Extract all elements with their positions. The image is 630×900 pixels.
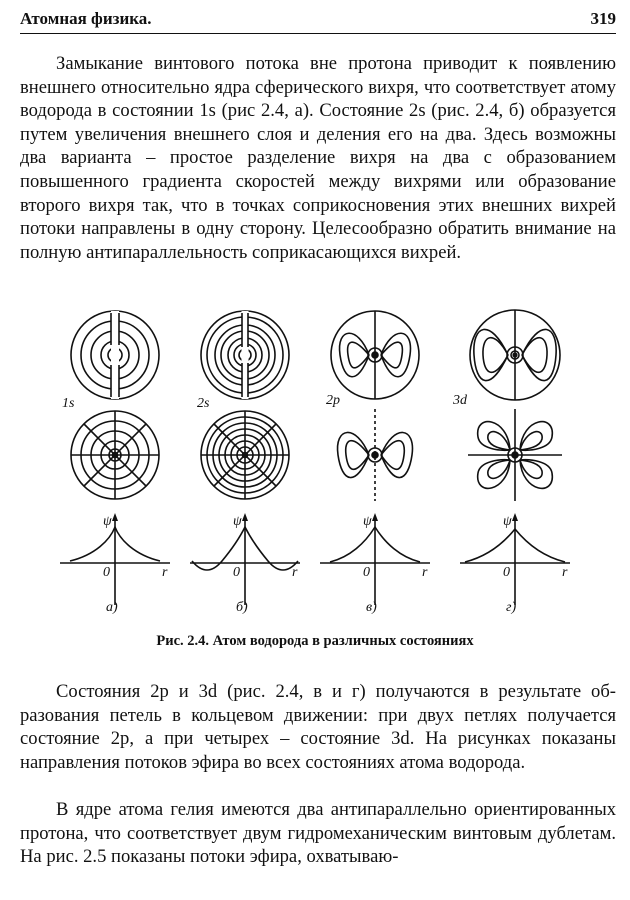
panel-label-a: а) [106, 600, 118, 615]
label-2s: 2s [197, 396, 210, 411]
paragraph-2: Состояния 2p и 3d (рис. 2.4, в и г) получаются в результате образования петель в кольцевом движении: при двух петлях получается состояние 2p, а при четырех – состояние 3d. На рисунках показаны направления потоков эфира во всех состояниях атома водорода. [20, 681, 616, 773]
label-1s: 1s [62, 396, 75, 411]
paragraph-3: В ядре атома гелия имеются два антипараллельно ориентированных протона, что соответствует двум гидромеханическим винтовым дублетам. На рис. 2.5 показаны потоки эфира, охватываю- [20, 799, 616, 868]
page-number: 319 [590, 9, 616, 28]
graph-b [190, 517, 300, 605]
graph-c [320, 517, 430, 605]
page-header [20, 6, 616, 32]
psi-c: ψ [363, 514, 372, 529]
psi-b: ψ [233, 514, 242, 529]
r-c: r [422, 565, 428, 580]
r-a: r [162, 565, 168, 580]
label-2p: 2p [326, 393, 340, 408]
diagram-3d-top [470, 310, 560, 400]
label-3d: 3d [453, 393, 467, 408]
header-rule [20, 33, 616, 34]
graph-a [60, 517, 170, 605]
psi-d: ψ [503, 514, 512, 529]
panel-label-d: г) [506, 600, 517, 615]
diagram-2s-top [201, 311, 289, 399]
r-b: r [292, 565, 298, 580]
diagram-1s-top [71, 311, 159, 399]
panel-label-c: в) [366, 600, 377, 615]
origin-a: 0 [103, 565, 110, 580]
origin-b: 0 [233, 565, 240, 580]
diagram-1s-bottom [71, 411, 159, 499]
figure-illustration [40, 305, 600, 625]
diagram-2s-bottom [201, 411, 289, 499]
figure-2-4 [40, 305, 600, 625]
graph-d [460, 517, 570, 605]
diagram-2p-top [331, 311, 419, 399]
r-d: r [562, 565, 568, 580]
running-title: Атомная физика. [20, 9, 152, 28]
diagram-3d-bottom [468, 409, 562, 501]
diagram-2p-bottom [338, 409, 413, 501]
paragraph-1: Замыкание винтового потока вне протона приводит к появлению внешнего относительно ядра сферического вихря, что соответствует атому водорода в состоянии 1s (рис 2.4, а). Состояние 2s (рис. 2.4, б) образуется путем увеличения внешнего слоя и деления его на два. Здесь возможны два варианта – простое разделение вихря на два с образованием повышенного градиента скоростей между вихрями или образование второго вихря так, что в точках соприкосновения этих внешних вихрей потоки направлены в одну сторону. Целесообразно обратить внимание на полную антипараллельность соприкасающихся вихрей. [20, 53, 616, 263]
origin-c: 0 [363, 565, 370, 580]
origin-d: 0 [503, 565, 510, 580]
psi-a: ψ [103, 514, 112, 529]
figure-caption: Рис. 2.4. Атом водорода в различных состояниях [156, 633, 474, 649]
panel-label-b: б) [236, 600, 248, 615]
